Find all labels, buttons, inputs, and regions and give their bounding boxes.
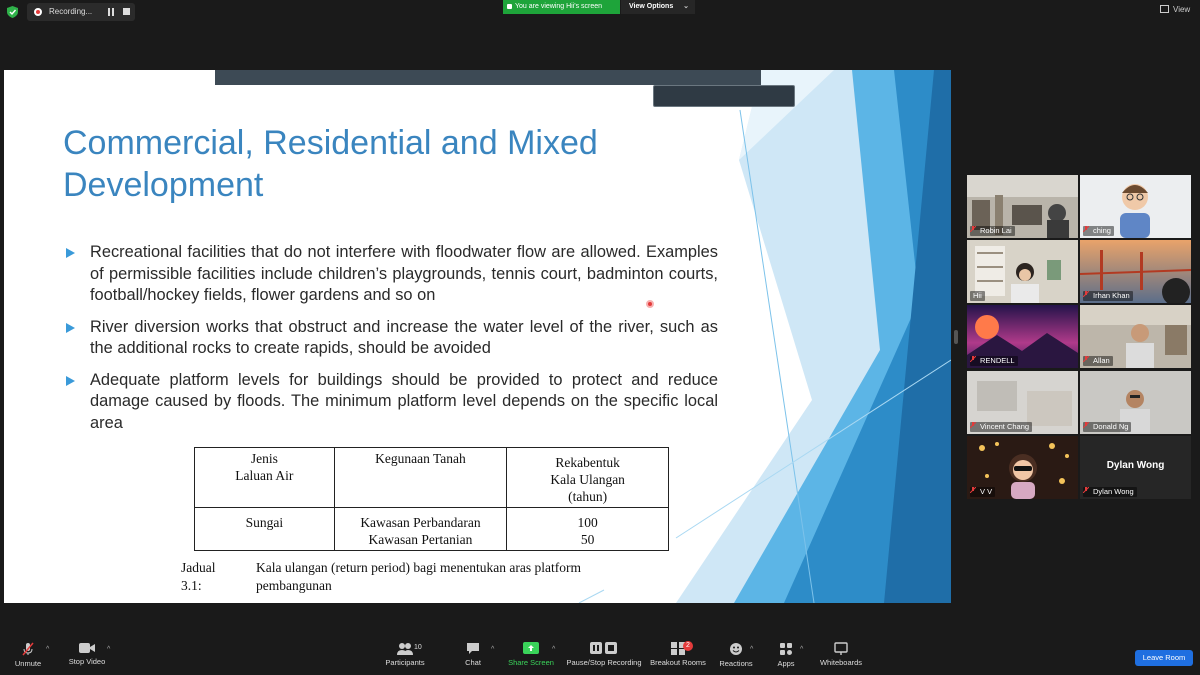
video-tile-active-speaker[interactable] xyxy=(967,240,1078,303)
slide-overlay-box xyxy=(653,85,795,107)
participant-name xyxy=(1083,226,1114,236)
muted-mic-icon xyxy=(1083,422,1089,428)
participant-name xyxy=(1083,422,1131,432)
video-camera-icon xyxy=(79,642,95,654)
unmute-label: Unmute xyxy=(14,659,42,668)
bullet-list xyxy=(64,242,718,444)
video-tile[interactable] xyxy=(967,175,1078,238)
whiteboard-icon xyxy=(834,642,848,655)
bullet-text: Adequate platform levels for buildings should be provided to protect and reduce damage caused by floods. The minimum platform level depends on the specific local area xyxy=(90,370,718,432)
stop-video-label: Stop Video xyxy=(68,657,106,666)
view-button[interactable] xyxy=(1160,5,1190,14)
muted-mic-icon xyxy=(21,642,35,656)
muted-mic-icon xyxy=(1083,226,1089,232)
panel-resize-handle[interactable] xyxy=(954,330,958,344)
video-tile[interactable] xyxy=(1080,305,1191,368)
chevron-down-icon: ⌄ xyxy=(683,3,689,10)
muted-mic-icon xyxy=(970,226,976,232)
table-header-cell: Rekabentuk Kala Ulangan (tahun) xyxy=(507,448,669,508)
stop-recording-icon[interactable] xyxy=(123,8,130,15)
return-period-table xyxy=(194,447,669,551)
bullet-text: Recreational facilities that do not interfere with floodwater flow are allowed. Examples of permissible facilities include children’s playgrounds, tennis court, badminton courts, football/hockey fields, flower gardens and so on xyxy=(90,243,718,304)
whiteboards-button[interactable] xyxy=(816,638,866,675)
chat-button[interactable] xyxy=(455,638,491,675)
share-screen-icon xyxy=(523,642,539,655)
table-cell: 100 50 xyxy=(507,508,669,551)
reactions-button[interactable] xyxy=(716,638,756,675)
participant-display-name: Dylan Wong xyxy=(1106,460,1165,471)
recording-indicator xyxy=(27,3,135,21)
chat-options-caret-icon[interactable]: ^ xyxy=(491,646,495,653)
audio-options-caret-icon[interactable]: ^ xyxy=(46,646,50,653)
top-bar xyxy=(0,0,1200,24)
video-tile[interactable] xyxy=(1080,371,1191,434)
whiteboards-label: Whiteboards xyxy=(819,658,863,667)
grid-view-icon xyxy=(1160,5,1169,13)
apps-icon xyxy=(779,642,793,656)
pause-recording-icon[interactable] xyxy=(107,8,115,16)
video-tile[interactable] xyxy=(1080,175,1191,238)
stop-video-button[interactable] xyxy=(62,638,112,675)
table-header-row xyxy=(195,448,669,508)
video-options-caret-icon[interactable]: ^ xyxy=(107,646,111,653)
table-row xyxy=(195,508,669,551)
recording-label: Recording... xyxy=(49,7,93,16)
caption-label: Jadual 3.1: xyxy=(181,560,216,593)
bullet-item xyxy=(64,317,718,360)
muted-mic-icon xyxy=(1083,487,1089,493)
breakout-rooms-button[interactable] xyxy=(648,638,708,675)
apps-button[interactable] xyxy=(770,638,802,675)
apps-label: Apps xyxy=(777,659,795,668)
viewing-screen-banner: You are viewing Hii's screen xyxy=(503,0,620,14)
participants-icon xyxy=(397,642,413,655)
muted-mic-icon xyxy=(970,422,976,428)
participant-name xyxy=(970,226,1015,236)
video-tile-no-video[interactable] xyxy=(1080,436,1191,499)
share-options-caret-icon[interactable]: ^ xyxy=(552,646,556,653)
table-header-cell: Jenis Laluan Air xyxy=(195,448,335,508)
video-tile[interactable] xyxy=(967,436,1078,499)
participant-name-text: Hii xyxy=(973,291,982,300)
view-label: View xyxy=(1173,5,1191,14)
participant-name xyxy=(970,487,995,497)
participant-name-text: ching xyxy=(1093,226,1111,235)
view-options-label: View Options xyxy=(629,3,674,10)
muted-mic-icon xyxy=(1083,291,1089,297)
video-tile[interactable] xyxy=(967,305,1078,368)
participant-name xyxy=(1083,356,1113,366)
muted-mic-icon xyxy=(970,487,976,493)
video-tile[interactable] xyxy=(967,371,1078,434)
bullet-item xyxy=(64,370,718,435)
participant-name-text: Allan xyxy=(1093,356,1110,365)
table-cell: Kawasan Perbandaran Kawasan Pertanian xyxy=(334,508,507,551)
participant-name xyxy=(1083,487,1137,497)
pause-stop-recording-icon xyxy=(590,642,618,655)
bullet-arrow-icon xyxy=(66,323,75,333)
chat-label: Chat xyxy=(465,658,481,667)
table-header-cell: Kegunaan Tanah xyxy=(334,448,507,508)
caption-text: Kala ulangan (return period) bagi menentukan aras platform pembangunan xyxy=(256,560,581,593)
participant-name xyxy=(970,422,1032,432)
share-screen-button[interactable] xyxy=(506,638,556,675)
leave-room-button[interactable]: Leave Room xyxy=(1135,650,1193,666)
unmute-button[interactable] xyxy=(8,638,48,675)
chat-bubble-icon xyxy=(466,642,480,655)
meeting-toolbar xyxy=(0,638,1200,675)
participants-count: 10 xyxy=(414,644,422,651)
shared-screen-slide xyxy=(4,70,951,603)
participant-name-text: RENDELL xyxy=(980,356,1015,365)
view-options-button[interactable] xyxy=(621,0,695,14)
slide-header-bar xyxy=(215,70,761,85)
participant-name-text: Robin Lai xyxy=(980,226,1012,235)
participant-name xyxy=(970,356,1018,366)
participant-name xyxy=(970,291,985,301)
laser-pointer xyxy=(646,300,654,308)
reactions-label: Reactions xyxy=(719,659,753,668)
participant-name-text: Dylan Wong xyxy=(1093,487,1134,496)
participant-name-text: V V xyxy=(980,487,993,496)
muted-mic-icon xyxy=(970,356,976,362)
bullet-text: River diversion works that obstruct and increase the water level of the river, such as the additional rocks to create rapids, should be avoided xyxy=(90,317,718,357)
bullet-arrow-icon xyxy=(66,248,75,258)
participant-name-text: Donald Ng xyxy=(1093,422,1129,431)
bullet-item xyxy=(64,242,718,307)
pause-stop-recording-button[interactable] xyxy=(565,638,643,675)
smiley-icon xyxy=(729,642,743,656)
participant-name-text: Irhan Khan xyxy=(1093,291,1130,300)
apps-caret-icon[interactable]: ^ xyxy=(800,646,804,653)
pause-stop-recording-label: Pause/Stop Recording xyxy=(566,658,642,667)
bullet-arrow-icon xyxy=(66,376,75,386)
share-screen-label: Share Screen xyxy=(508,658,554,667)
participants-label: Participants xyxy=(385,658,425,667)
participant-name xyxy=(1083,291,1133,301)
table-cell: Sungai xyxy=(195,508,335,551)
breakout-rooms-label: Breakout Rooms xyxy=(650,658,706,667)
slide-title: Commercial, Residential and Mixed Development xyxy=(63,124,598,204)
participant-gallery xyxy=(967,175,1191,500)
security-shield-icon[interactable] xyxy=(7,6,18,18)
muted-mic-icon xyxy=(1083,356,1089,362)
reactions-caret-icon[interactable]: ^ xyxy=(750,646,754,653)
recording-dot-icon xyxy=(34,8,42,16)
breakout-rooms-badge: 2 xyxy=(683,641,693,651)
participant-name-text: Vincent Chang xyxy=(980,422,1030,431)
video-tile[interactable] xyxy=(1080,240,1191,303)
